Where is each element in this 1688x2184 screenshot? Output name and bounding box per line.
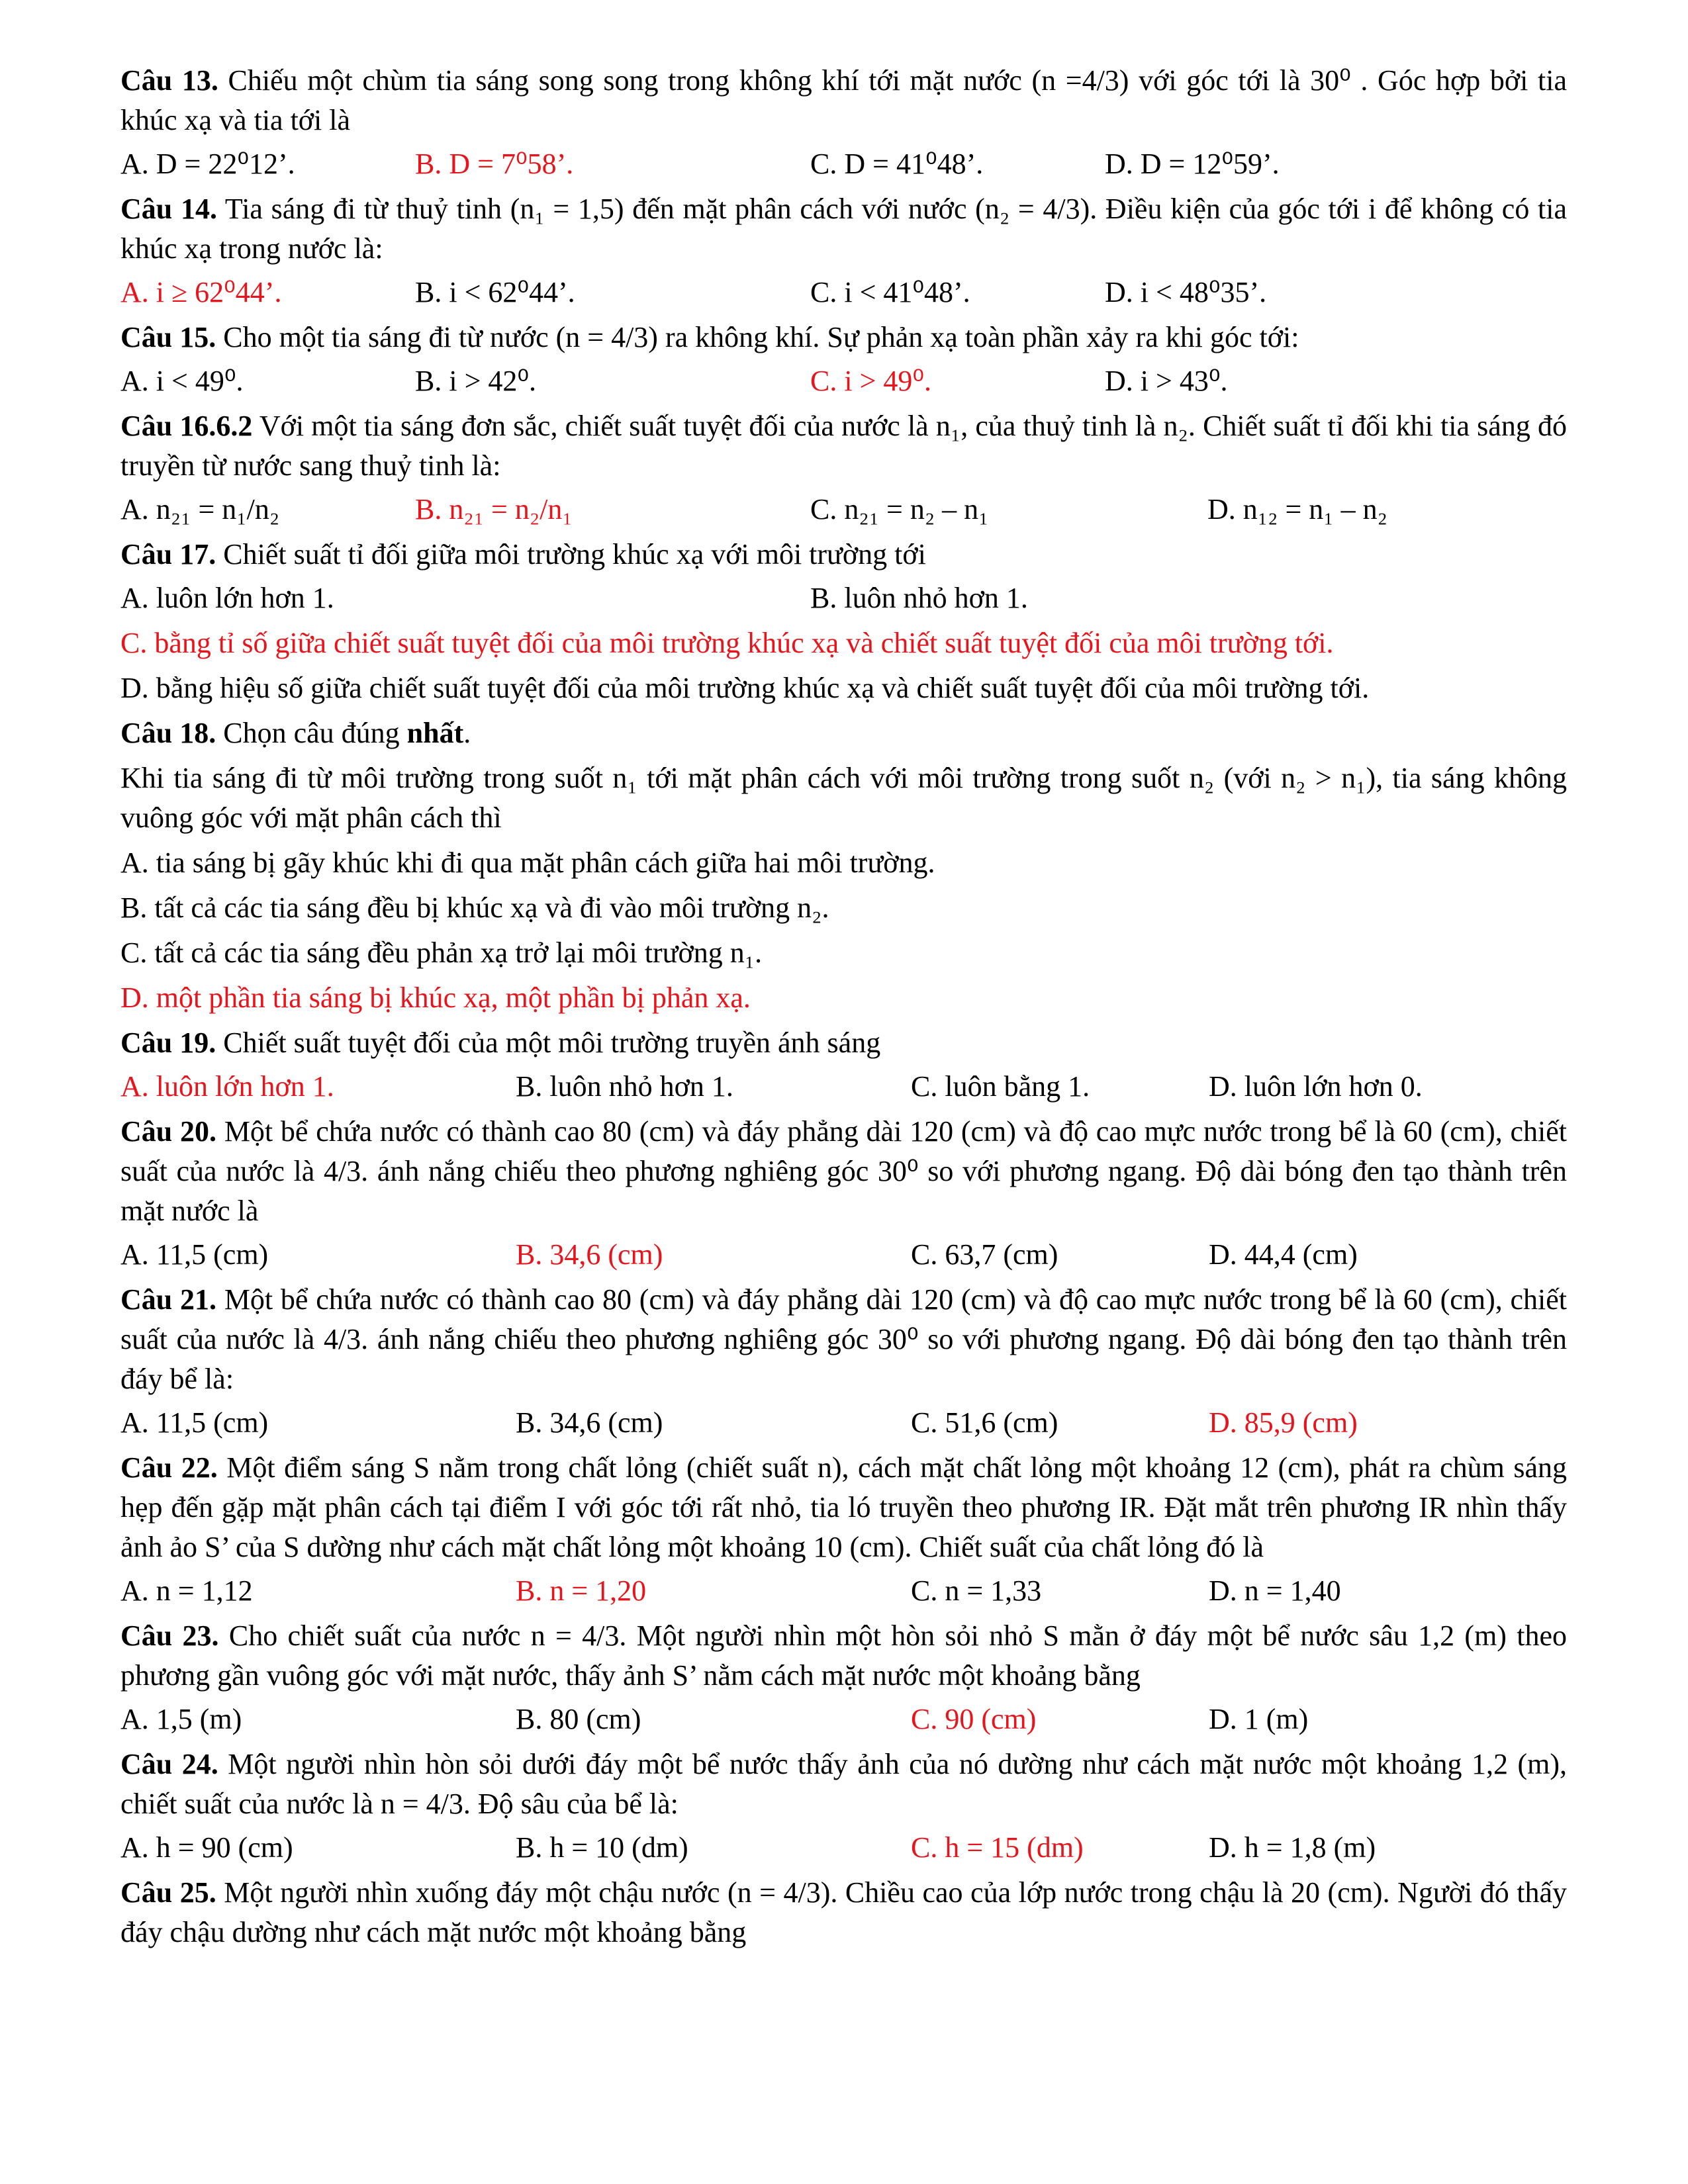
question-number: Câu 21. [120,1283,217,1316]
option-b: B. D = 7⁰58’. [415,148,574,180]
options-row [120,490,1567,529]
option-a: A. n = 1,12 [120,1574,253,1607]
option-a: A. i ≥ 62⁰44’. [120,276,282,308]
options-row [120,1067,1567,1107]
options-row [120,578,1567,618]
question-text: Một bể chứa nước có thành cao 80 (cm) và đáy phẳng dài 120 (cm) và độ cao mực nước trong bể là 60 (cm), chiết suất của nước là 4/3. ánh nắng chiếu theo phương nghiêng góc 30⁰ so với phương ngang. Độ dài bóng đen tạo thành trên mặt nước là [120,1115,1568,1227]
option-a: A. n₂₁ = n₁/n₂ [120,493,280,525]
question-text: Chiết suất tuyệt đối của một môi trường truyền ánh sáng [223,1026,881,1059]
question-number: Câu 19. [120,1026,216,1059]
question-text: Với một tia sáng đơn sắc, chiết suất tuyệt đối của nước là n₁, của thuỷ tinh là n₂. Chiết suất tỉ đối khi tia sáng đó truyền từ nước sang thuỷ tinh là: [120,410,1567,482]
question-number: Câu 15. [120,321,216,353]
question-24 [120,1745,1567,1824]
option-a: A. h = 90 (cm) [120,1831,293,1864]
option-d: D. n = 1,40 [1209,1574,1341,1607]
question-22 [120,1448,1567,1567]
option-b: B. n₂₁ = n₂/n₁ [415,493,573,525]
option-c: C. i < 41⁰48’. [810,276,970,308]
question-number: Câu 23. [120,1619,219,1652]
option-b: B. 80 (cm) [516,1703,641,1735]
question-stem: Khi tia sáng đi từ môi trường trong suốt n₁ tới mặt phân cách với môi trường trong suốt n₂ (với n₂ > n₁), tia sáng không vuông góc với mặt phân cách thì [120,762,1567,834]
question-number: Câu 20. [120,1115,217,1148]
option-b: B. i < 62⁰44’. [415,276,575,308]
question-number: Câu 13. [120,64,218,97]
question-23 [120,1616,1567,1696]
question-13 [120,61,1567,140]
question-21 [120,1280,1567,1399]
option-b: B. luôn nhỏ hơn 1. [516,1070,733,1103]
option-a: A. 11,5 (cm) [120,1238,269,1271]
question-20 [120,1112,1567,1231]
question-number: Câu 18. [120,717,216,749]
option-a: A. 1,5 (m) [120,1703,242,1735]
options-row [120,1403,1567,1443]
option-d: D. luôn lớn hơn 0. [1209,1070,1423,1103]
document-page [120,61,1567,1952]
options-row [120,1235,1567,1275]
options-row [120,1571,1567,1611]
option-b: B. h = 10 (dm) [516,1831,688,1864]
question-text: Cho chiết suất của nước n = 4/3. Một người nhìn một hòn sỏi nhỏ S mằn ở đáy một bể nước sâu 1,2 (m) theo phương gần vuông góc với mặt nước, thấy ảnh S’ nằm cách mặt nước một khoảng bằng [120,1619,1568,1692]
option-d: D. một phần tia sáng bị khúc xạ, một phần bị phản xạ. [120,981,751,1014]
options-row [120,144,1567,184]
option-c: C. bằng tỉ số giữa chiết suất tuyệt đối của môi trường khúc xạ và chiết suất tuyệt đối của môi trường tới. [120,627,1334,659]
option-c: C. h = 15 (dm) [911,1831,1084,1864]
question-text: Chiết suất tỉ đối giữa môi trường khúc xạ với môi trường tới [223,538,926,570]
option-c: C. i > 49⁰. [810,365,932,397]
option-d: D. D = 12⁰59’. [1105,148,1280,180]
option-b: B. tất cả các tia sáng đều bị khúc xạ và đi vào môi trường n₂. [120,891,829,924]
options-row [120,273,1567,312]
question-number: Câu 14. [120,193,217,225]
option-b: B. i > 42⁰. [415,365,537,397]
option-b: B. 34,6 (cm) [516,1238,663,1271]
question-16 [120,406,1567,486]
question-17 [120,535,1567,574]
option-c: C. 90 (cm) [911,1703,1037,1735]
question-14 [120,189,1567,269]
question-number: Câu 16.6.2 [120,410,253,442]
option-a: A. 11,5 (cm) [120,1406,269,1439]
option-d: D. i > 43⁰. [1105,365,1228,397]
option-c: C. 63,7 (cm) [911,1238,1058,1271]
option-a: A. tia sáng bị gãy khúc khi đi qua mặt phân cách giữa hai môi trường. [120,846,935,879]
question-text: Tia sáng đi từ thuỷ tinh (n₁ = 1,5) đến mặt phân cách với nước (n₂ = 4/3). Điều kiện của góc tới i để không có tia khúc xạ trong nước là: [120,193,1567,265]
question-18 [120,713,1567,753]
question-text-end: . [463,717,471,749]
option-c: C. luôn bằng 1. [911,1070,1090,1103]
options-row [120,1700,1567,1739]
option-a: A. D = 22⁰12’. [120,148,295,180]
question-number: Câu 25. [120,1876,216,1909]
question-text: Một người nhìn hòn sỏi dưới đáy một bể nước thấy ảnh của nó dường như cách mặt nước một khoảng 1,2 (m), chiết suất của nước là n = 4/3. Độ sâu của bể là: [120,1748,1567,1820]
options-row [120,361,1567,401]
option-c: C. tất cả các tia sáng đều phản xạ trở lại môi trường n₁. [120,936,763,969]
option-c: C. n₂₁ = n₂ – n₁ [810,493,989,525]
option-b: B. n = 1,20 [516,1574,647,1607]
question-number: Câu 17. [120,538,216,570]
question-text: Chọn câu đúng [223,717,407,749]
question-number: Câu 22. [120,1451,218,1484]
question-number: Câu 24. [120,1748,218,1780]
option-d: D. 1 (m) [1209,1703,1309,1735]
question-text: Một bể chứa nước có thành cao 80 (cm) và đáy phẳng dài 120 (cm) và độ cao mực nước trong bể là 60 (cm), chiết suất của nước là 4/3. ánh nắng chiếu theo phương nghiêng góc 30⁰ so với phương ngang. Độ dài bóng đen tạo thành trên đáy bể là: [120,1283,1568,1395]
option-c: C. n = 1,33 [911,1574,1042,1607]
option-d: D. 44,4 (cm) [1209,1238,1358,1271]
question-text: Một người nhìn xuống đáy một chậu nước (n = 4/3). Chiều cao của lớp nước trong chậu là 20 (cm). Người đó thấy đáy chậu dường như cách mặt nước một khoảng bằng [120,1876,1567,1948]
question-19 [120,1023,1567,1063]
option-a: A. luôn lớn hơn 1. [120,582,334,614]
options-row [120,1828,1567,1868]
option-b: B. 34,6 (cm) [516,1406,663,1439]
option-d: D. n₁₂ = n₁ – n₂ [1207,493,1387,525]
question-text: Chiếu một chùm tia sáng song song trong không khí tới mặt nước (n =4/3) với góc tới là 30⁰ . Góc hợp bởi tia khúc xạ và tia tới là [120,64,1568,136]
question-25 [120,1873,1567,1952]
option-c: C. D = 41⁰48’. [810,148,984,180]
emphasis-text: nhất [406,717,464,749]
option-d: D. h = 1,8 (m) [1209,1831,1376,1864]
option-d: D. i < 48⁰35’. [1105,276,1267,308]
option-d: D. bằng hiệu số giữa chiết suất tuyệt đối của môi trường khúc xạ và chiết suất tuyệt đối của môi trường tới. [120,672,1370,704]
option-a: A. i < 49⁰. [120,365,244,397]
question-text: Một điểm sáng S nằm trong chất lỏng (chiết suất n), cách mặt chất lỏng một khoảng 12 (cm), phát ra chùm sáng hẹp đến gặp mặt phân cách tại điểm I với góc tới rất nhỏ, tia ló truyền theo phương IR. Đặt mắt trên phương IR nhìn thấy ảnh ảo S’ của S dường như cách mặt chất lỏng một khoảng 10 (cm). Chiết suất của chất lỏng đó là [120,1451,1568,1563]
option-c: C. 51,6 (cm) [911,1406,1058,1439]
option-b: B. luôn nhỏ hơn 1. [810,582,1028,614]
question-15 [120,318,1567,357]
option-a: A. luôn lớn hơn 1. [120,1070,334,1103]
question-text: Cho một tia sáng đi từ nước (n = 4/3) ra không khí. Sự phản xạ toàn phần xảy ra khi góc tới: [223,321,1299,353]
option-d: D. 85,9 (cm) [1209,1406,1358,1439]
